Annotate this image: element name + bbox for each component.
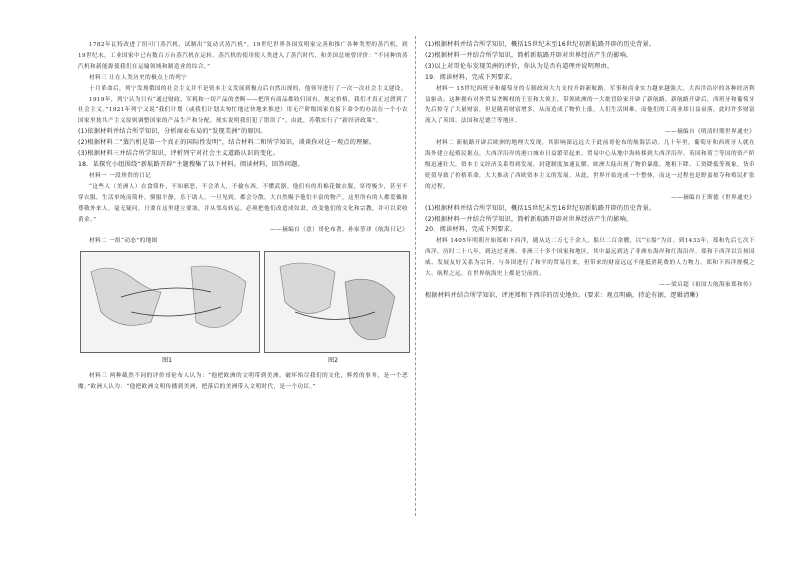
paragraph-lenin-2: 1919年，列宁认为只有“通过财政、军税和一切产品的垄断——把所有商品都收归国有，规定价格，我们才真正过渡到了社会主义。”1921年列宁又说“我们计划（或我们计划太匆忙地过快地来推进）用无产阶级国家直接下命令的办法在一个小农国家里按共产主义原则调整国家的产品生产和分配。现实说明我们犯了错误了”。由此，苏俄实行了“新经济政策”。 <box>78 96 408 125</box>
paragraph-diary: “这些人（美洲人）衣食简朴，不知邪恶，不会杀人，不偷东西，不懂武器。他们有的用棉花做衣服，穿得极少，甚至不穿衣服，生活单纯而简朴，驯服平静，乐于助人。一旦见到，都会分散。大自然赐予他们丰富的物产，这里所有的人都爱戴和尊敬外来人。毫无疑问，只要在这里建立要塞，并从邻岛转运。必须把他们改造成奴隶，改变他们的文化和宗教，并可以采收黄金。” <box>78 183 408 223</box>
question-18-1: (1)根据材料并结合所学知识，概括15世纪末至16世纪初新航路开辟的历史背景。 <box>425 41 656 48</box>
paragraph-lenin-1: 十月革命后，列宁发现俄国的社会主义并不是资本主义发展到极点后自然出现的，他领导进行了一次一次社会主义建设。 <box>89 85 407 92</box>
question-20-title: 20．阅读材料，完成下列要求。 <box>425 226 517 234</box>
material-two-title: 材料二 一组“动态”的地图 <box>89 238 158 245</box>
question-18-2: (2)根据材料一并结合所学知识，简析新航路开辟对世界经济产生的影响。 <box>425 51 633 59</box>
paragraph-steam: 1782年瓦特改进了纽可门蒸汽机，试制出“复动式蒸汽机”。19世纪世界各国发明家完善和推广各种类型的蒸汽机，到19世纪末，工业国家中已有数百万台蒸汽机在运转。蒸汽机的使用使人类进入了蒸汽时代，和美国总统曾评价：“不同种的蒸汽机和新能源使我们在运输领域和制造业的综合。” <box>78 42 408 70</box>
citation-diary: ——摘编自（意）哥伦布著，孙家堃译《航海日记》 <box>270 227 408 234</box>
figure-1-caption: 图1 <box>162 357 173 365</box>
question-17-1: (1)依据材料并结合所学知识，分析商业布局的“发现美洲”的原因。 <box>78 128 267 136</box>
question-19-1: (1)根据材料并结合所学知识，概括15世纪末至16世纪初新航路开辟的历史背景。 <box>425 204 656 212</box>
question-18-title: 18．某探究小组围绕“新航路开辟”主题搜集了以下材料。阅读材料，回答问题。 <box>78 160 304 168</box>
citation-19-2: ——摘编自王斯德《世界通史》 <box>671 194 755 201</box>
map-group <box>78 251 408 369</box>
map-figure-1 <box>80 251 260 353</box>
material-one-title: 材料一 一段珍贵的日记 <box>89 172 152 179</box>
question-17-3: (3)根据材料三并结合所学知识，评析列宁对社会主义道路认识的变化。 <box>78 150 279 158</box>
paragraph-20-material: 材料 1405年明朝开始郑和下西洋，随从达二万七千余人，船只二百余艘，以“宝船”为首。到1433年，郑和先后七次下西洋，历时二十八年，到达过亚洲、非洲三十多个国家和地区，其中最远到达了非洲东海岸和红海沿岸。郑和下西洋以宣扬国威、发展友好关系为宗旨，与各国进行了和平的贸易往来，但带来的财富远远不能抵消耗费的人力物力。郑和下西洋规模之大、航程之远，在世界航海史上都是空前的。 <box>425 238 755 278</box>
question-19-2: (2)根据材料一并结合所学知识，简析新航路开辟对世界经济产生的影响。 <box>425 215 633 223</box>
map-figure-2 <box>264 251 410 353</box>
paragraph-19-material-1: 材料一 15世纪西班牙和葡萄牙的专制政府大力支持开辟新航路。军事和商业实力越来越强大，大西洋沿岸的各种经济利益驱动，这种拥有对外贸易垄断权的王室和大领主，带领欧洲的一大批冒险家开辟了新航路。新航路开辟后，西班牙和葡萄牙先后掠夺了大量财富，但是随着财富增多，从而造成了物价上涨，人们生活困难，而他们的工商业却日益衰落。此时许多财富流入了英国、法国和尼德兰等地区。 <box>425 85 755 125</box>
question-19-title: 19．阅读材料，完成下列要求。 <box>425 73 517 81</box>
citation-20: ——梁启超《祖国大航海家郑和传》 <box>659 281 755 288</box>
column-divider <box>415 36 416 516</box>
paragraph-evaluation: 材料三 两种截然不同的评价哥伦布人认为：“他把欧洲的文明带到美洲，破坏殆尽我们的文化，辉煌的事务，是一个恶魔。”欧洲人认为：“他把欧洲文明传播到美洲，把落后的美洲带入文明时代，是一个功臣。” <box>78 373 408 391</box>
paragraph-19-material-2: 材料二 新航路开辟后欧洲的地理大发现，其影响深远远大于此前哥伦布的航海活动。几十年里，葡萄牙和西班牙人就在海外建立起殖民据点，大西洋沿岸的港口城市日益繁荣起来。贸易中心从地中海转移到大西洋沿岸。英国和荷兰等国的资产阶级迅速壮大，资本主义经济关系得到发展，封建制度加速瓦解。欧洲大陆出现了物价暴涨、地租下降、工资降低等现象，货币贬值导致了价格革命，大大推动了西欧资本主义的发展。从此，世界开始连成一个整体，而这一过程也是野蛮掠夺和殖民扩张的过程。 <box>425 140 755 190</box>
question-18-3: (3)以上对哥伦布发现美洲的评价，你认为是否有道理并说明理由。 <box>425 62 614 70</box>
right-column <box>425 40 755 302</box>
figure-2-caption: 图2 <box>328 357 339 365</box>
left-column <box>78 40 408 393</box>
material-three-title: 材料三 让在人类历史的极点上的列宁 <box>89 74 188 81</box>
question-20: 根据材料并结合所学知识，评述郑和下西洋的历史地位。(要求：观点明确，持论有据，逻辑清晰) <box>425 291 699 299</box>
citation-19-1: ——摘编自《明清时期世界通史》 <box>665 129 755 136</box>
question-17-2: (2)根据材料二“蒸汽机是第一个真正的国际性发明”，结合材料二和所学知识，谈谈你对这一观点的理解。 <box>78 139 376 147</box>
